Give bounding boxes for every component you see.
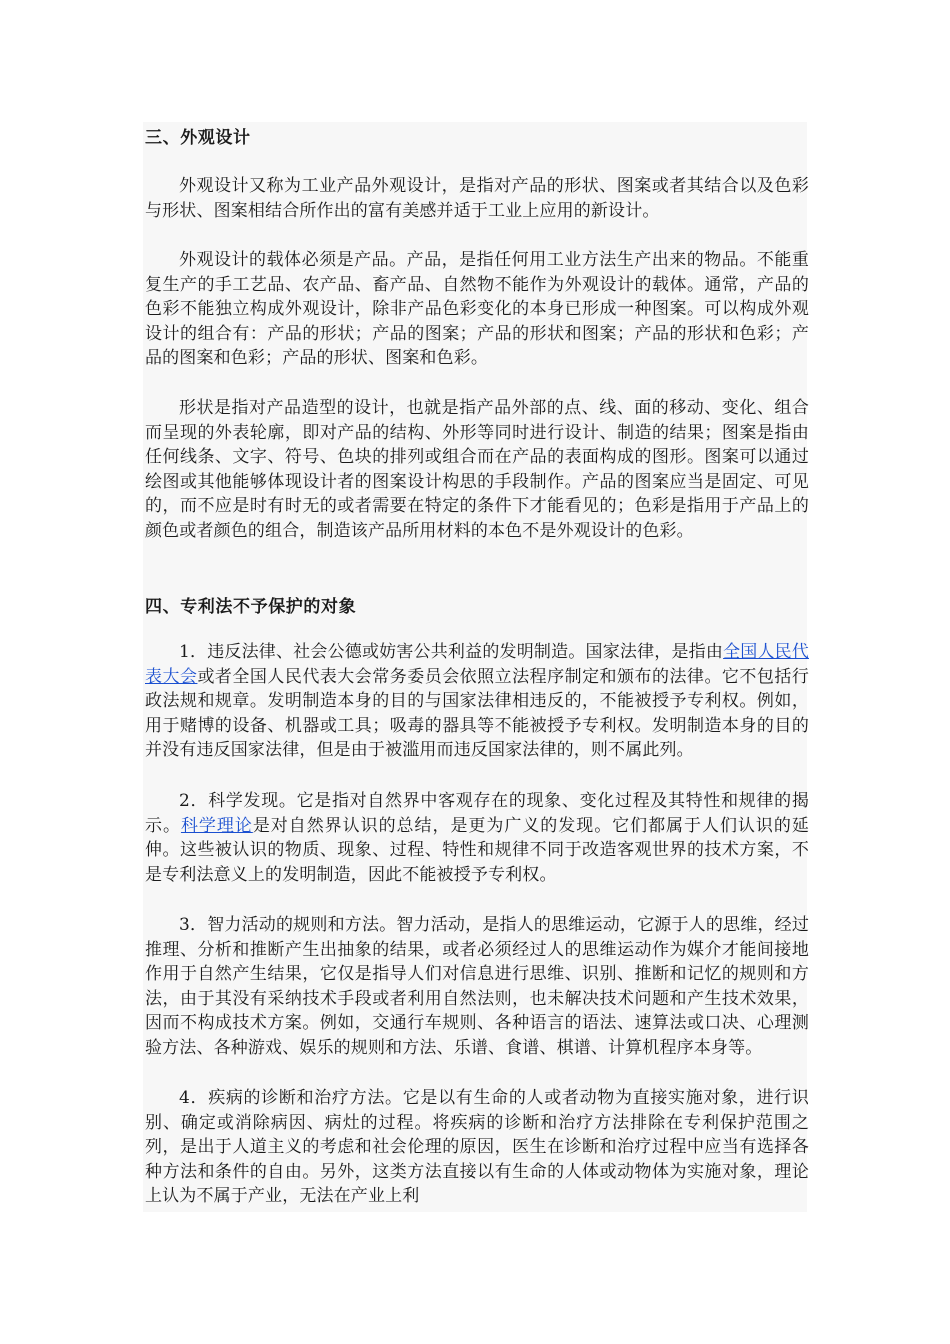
item-text: 是对自然界认识的总结，是更为广义的发现。它们都属于人们认识的延伸。这些被认识的物质、现象、过程、特性和规律不同于改造客观世界的技术方案，不是专利法意义上的发明制造，因此不能被授予专利权。 — [145, 815, 809, 885]
item-text: 2．科学发现。它是指对自然界中客观存在的现象、变化过程及其特性和规律的揭示。 — [145, 791, 809, 836]
document-content — [143, 122, 810, 1212]
section-heading-design: 三、外观设计 — [145, 128, 251, 148]
section-heading-unprotected: 四、专利法不予保护的对象 — [145, 597, 357, 617]
list-item-diagnosis-treatment: 4．疾病的诊断和治疗方法。它是以有生命的人或者动物为直接实施对象，进行识别、确定或消除病因、病灶的过程。将疾病的诊断和治疗方法排除在专利保护范围之列，是出于人道主义的考虑和社会伦理的原因，医生在诊断和治疗过程中应当有选择各种方法和条件的自由。另外，这类方法直接以有生命的人体或动物体为实施对象，理论上认为不属于产业，无法在产业上利 — [145, 1088, 809, 1207]
list-item-intellectual-activities: 3．智力活动的规则和方法。智力活动，是指人的思维运动，它源于人的思维，经过推理、分析和推断产生出抽象的结果，或者必须经过人的思维运动作为媒介才能间接地作用于自然产生结果，它仅是指导人们对信息进行思维、识别、推断和记忆的规则和方法，由于其没有采纳技术手段或者利用自然法则，也未解决技术问题和产生技术效果，因而不构成技术方案。例如，交通行车规则、各种语言的语法、速算法或口决、心理测验方法、各种游戏、娱乐的规则和方法、乐谱、食谱、棋谱、计算机程序本身等。 — [145, 915, 809, 1058]
paragraph-design-definition: 外观设计又称为工业产品外观设计，是指对产品的形状、图案或者其结合以及色彩与形状、图案相结合所作出的富有美感并适于工业上应用的新设计。 — [145, 176, 809, 221]
npc-link[interactable]: 全国人民代表大会 — [145, 642, 809, 687]
list-item-illegal-inventions — [145, 640, 809, 763]
item-text: 或者全国人民代表大会常务委员会依照立法程序制定和颁布的法律。它不包括行政法规和规章。发明制造本身的目的与国家法律相违反的，不能被授予专利权。例如，用于赌博的设备、机器或工具；吸毒的器具等不能被授予专利权。发明制造本身的目的并没有违反国家法律，但是由于被滥用而违反国家法律的，则不属此列。 — [145, 666, 810, 761]
list-item-scientific-discovery — [145, 789, 809, 887]
paragraph-shape-pattern-color: 形状是指对产品造型的设计，也就是指产品外部的点、线、面的移动、变化、组合而呈现的外表轮廓，即对产品的结构、外形等同时进行设计、制造的结果；图案是指由任何线条、文字、符号、色块的排列或组合而在产品的表面构成的图形。图案可以通过绘图或其他能够体现设计者的图案设计构思的手段制作。产品的图案应当是固定、可见的，而不应是时有时无的或者需要在特定的条件下才能看见的；色彩是指用于产品上的颜色或者颜色的组合，制造该产品所用材料的本色不是外观设计的色彩。 — [145, 398, 809, 541]
item-text: 1．违反法律、社会公德或妨害公共利益的发明制造。国家法律，是指由 — [179, 642, 724, 662]
paragraph-design-carrier: 外观设计的载体必须是产品。产品，是指任何用工业方法生产出来的物品。不能重复生产的手工艺品、农产品、畜产品、自然物不能作为外观设计的载体。通常，产品的色彩不能独立构成外观设计，除非产品色彩变化的本身已形成一种图案。可以构成外观设计的组合有：产品的形状；产品的图案；产品的形状和图案；产品的形状和色彩；产品的图案和色彩；产品的形状、图案和色彩。 — [145, 250, 809, 369]
scientific-theory-link[interactable]: 科学理论 — [180, 815, 253, 836]
